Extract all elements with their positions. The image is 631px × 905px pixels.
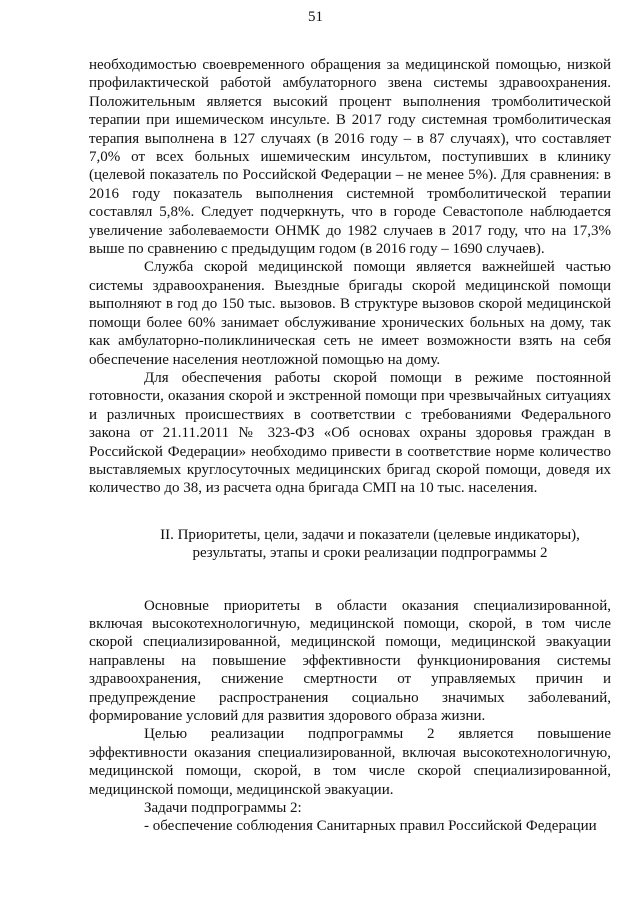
section-heading: II. Приоритеты, цели, задачи и показатели (целевые индикаторы), результаты, этапы и сроки реализации подпрограммы 2 (160, 526, 580, 562)
paragraph-ambulance-service: Служба скорой медицинской помощи является важнейшей частью системы здравоохранения. Выездные бригады скорой медицинской помощи выполняют в год до 150 тыс. вызовов. В структуре вызовов скорой медицинской помощи более 60% занимает обслуживание хронических больных на дому, так как амбулаторно-поликлиническая сеть не имеет возможности взять на себя обеспечение населения неотложной помощью на дому. (89, 259, 611, 368)
paragraph-thrombolysis: необходимостью своевременного обращения за медицинской помощью, низкой профилактической работой амбулаторного звена системы здравоохранения. Положительным является высокий процент выполнения тромболитической терапии при ишемическом инсульте. В 2017 году системная тромболитическая терапия выполнена в 127 случаях (в 2016 году – в 87 случаях), что составляет 7,0% от всех больных ишемическим инсультом, поступивших в клинику (целевой показатель по Российской Федерации – не менее 5%). Для сравнения: в 2016 году показатель выполнения системной тромболитической терапии составлял 5,8%. Следует подчеркнуть, что в городе Севастополе наблюдается увеличение заболеваемости ОНМК до 1982 случаев в 2017 году, что на 17,3% выше по сравнению с предыдущим годом (в 2016 году – 1690 случаев). (89, 57, 611, 258)
document-body (89, 56, 611, 836)
paragraph-priorities: Основные приоритеты в области оказания специализированной, включая высокотехнологичную, медицинской помощи, скорой, в том числе скорой специализированной, медицинской помощи, медицинской эвакуации направлены на повышение эффективности функционирования системы здравоохранения, снижение смертности от управляемых причин и предупреждение распространения социально значимых заболеваний, формирование условий для развития здорового образа жизни. (89, 597, 611, 724)
paragraph-tasks-title: Задачи подпрограммы 2: (144, 800, 302, 817)
page-number: 51 (308, 9, 323, 25)
paragraph-goal: Целью реализации подпрограммы 2 является повышение эффективности оказания специализированной, включая высокотехнологичную, медицинской помощи, скорой, в том числе скорой специализированной, медицинской помощи, медицинской эвакуации. (89, 726, 611, 798)
paragraph-ambulance-readiness: Для обеспечения работы скорой помощи в режиме постоянной готовности, оказания скорой и экстренной помощи при чрезвычайных ситуациях и различных происшествиях в соответствии с требованиями Федерального закона от 21.11.2011 № 323-ФЗ «Об основах охраны здоровья граждан в Российской Федерации» необходимо привести в соответствие норме количество выставляемых круглосуточных медицинских бригад скорой помощи, доведя их количество до 38, из расчета одна бригада СМП на 10 тыс. населения. (89, 369, 611, 497)
paragraph-task-item: - обеспечение соблюдения Санитарных правил Российской Федерации (144, 818, 597, 835)
